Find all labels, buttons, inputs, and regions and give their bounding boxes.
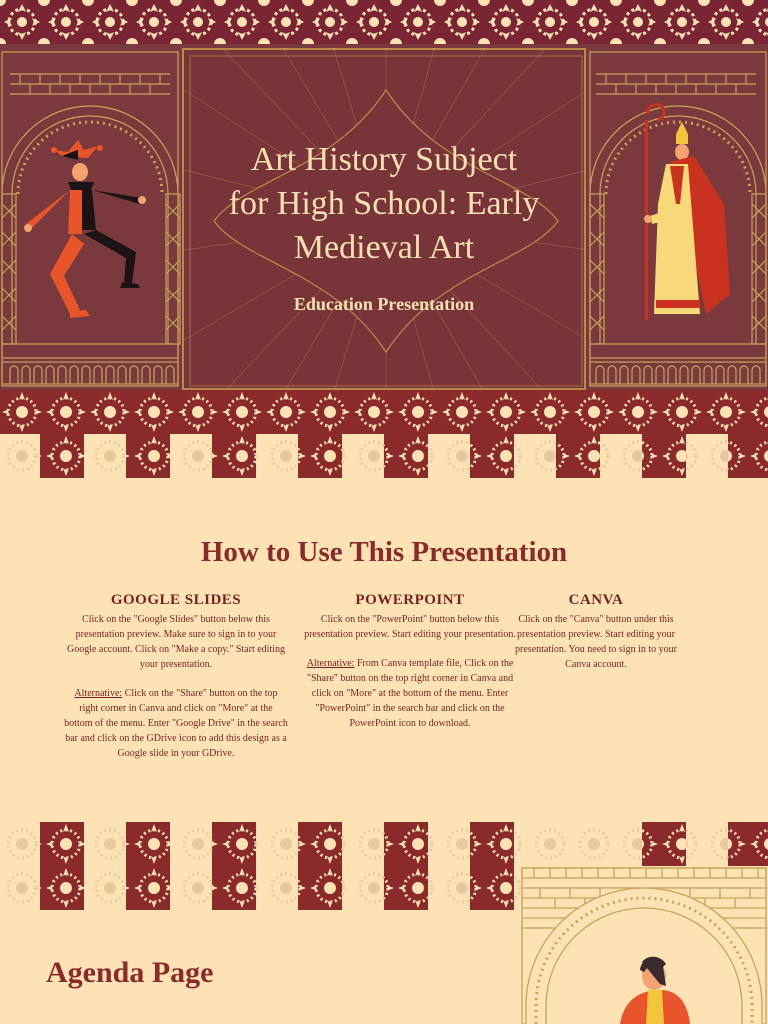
column-paragraph: Click on the "PowerPoint" button below this presentation preview. Start editing your presentation.: [304, 614, 516, 640]
column-heading: GOOGLE SLIDES: [110, 592, 242, 608]
column-paragraph: From Canva template file, Click on the "Share" button on the top right corner in Canva and click on "More" at the bottom of the menu. Enter "PowerPoint" in the search bar and click on the PowerPoint icon to download.: [306, 658, 514, 729]
slide-title: [184, 138, 584, 270]
column-paragraph: Click on the "Canva" button under this presentation preview. Start editing your presentation. You need to sign in to your Canva account.: [515, 614, 677, 670]
left-arch-illustration: [0, 44, 182, 390]
column-text: [298, 612, 522, 642]
column-text: [298, 656, 522, 731]
howto-title: How to Use This Presentation: [200, 536, 568, 568]
column-heading: CANVA: [568, 592, 624, 608]
column-text: [64, 686, 288, 761]
google-slides-column: [64, 590, 288, 761]
slide-title-line: for High School: Early: [228, 185, 540, 222]
column-text: [506, 612, 686, 672]
how-to-use-slide: [0, 478, 768, 822]
canva-column: [506, 590, 686, 672]
agenda-title: Agenda Page: [46, 956, 214, 989]
right-arch-illustration: [586, 44, 768, 390]
agenda-slide: [0, 822, 768, 1024]
top-ornament-band: [0, 0, 768, 44]
title-slide: [0, 0, 768, 478]
slide-title-line: Medieval Art: [293, 229, 475, 266]
bottom-ornament-band: [0, 390, 768, 478]
column-heading: POWERPOINT: [355, 592, 465, 608]
column-paragraph: Click on the "Google Slides" button below this presentation preview. Make sure to sign in to your Google account. Click on "Make a copy." Start editing your presentation.: [66, 614, 286, 670]
slide-title-line: Art History Subject: [250, 141, 518, 178]
alternative-label: Alternative:: [306, 658, 355, 669]
column-paragraph: Click on the "Share" button on the top right corner in Canva and click on "More" at the bottom of the menu. Enter "Google Drive" in the search bar and click on the GDrive icon to add this design as a Google slide in your GDrive.: [64, 688, 288, 759]
powerpoint-column: [298, 590, 522, 731]
tower-arch-illustration: [520, 866, 768, 1024]
slide-subtitle: Education Presentation: [293, 294, 475, 314]
title-panel: [182, 48, 586, 390]
column-text: [64, 612, 288, 672]
alternative-label: Alternative:: [74, 688, 123, 699]
